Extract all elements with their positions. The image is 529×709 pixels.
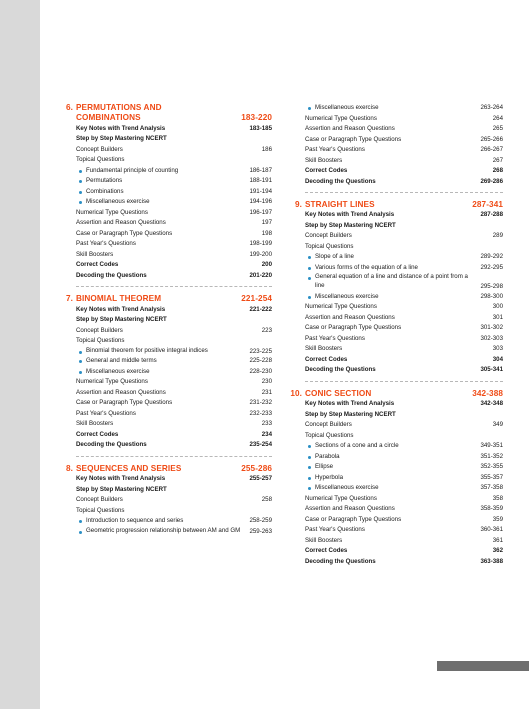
chapter-page-range: 255-286 [241, 463, 272, 473]
entry-page: 357-358 [480, 484, 503, 491]
entry-page: 186-187 [249, 166, 272, 174]
chapter-heading [294, 200, 503, 210]
entry-label: Ellipse [305, 462, 476, 473]
toc-entry [305, 302, 503, 313]
toc-subtopic-entry [305, 452, 503, 463]
chapter-title-line [305, 200, 503, 210]
entry-page: 223-225 [249, 347, 272, 355]
chapter-title-line [305, 389, 503, 399]
toc-entry [305, 546, 503, 557]
entry-label: Parabola [305, 452, 476, 463]
toc-entry [305, 242, 503, 253]
toc-subtopic-entry [76, 176, 272, 187]
toc-subtopic-entry [76, 187, 272, 198]
entry-label: Fundamental principle of counting [76, 166, 245, 177]
toc-entry [76, 239, 272, 250]
entry-page: 358 [492, 494, 503, 502]
entry-page: 231 [261, 388, 272, 396]
entry-label: Combinations [76, 187, 245, 198]
entry-page: 221-222 [249, 305, 272, 313]
toc-subtopic-entry [76, 197, 272, 208]
toc-entry [305, 124, 503, 135]
toc-subtopic-entry [305, 462, 503, 473]
entry-label: Numerical Type Questions [305, 114, 377, 122]
entry-label: Past Year's Questions [76, 240, 136, 248]
toc-entry [305, 410, 503, 421]
toc-subtopic-entry [76, 166, 272, 177]
chapter-block [305, 103, 503, 187]
toc-entry [76, 419, 272, 430]
entry-label: Key Notes with Trend Analysis [76, 475, 166, 483]
entry-label: Miscellaneous exercise [76, 367, 245, 378]
toc-entry [305, 145, 503, 156]
entry-page: 258 [261, 496, 272, 504]
entry-page: 300 [492, 303, 503, 311]
toc-subtopic-entry [305, 441, 503, 452]
toc-entry [305, 231, 503, 242]
toc-entry [76, 218, 272, 229]
toc-entry [76, 229, 272, 240]
entry-label: Topical Questions [76, 506, 125, 514]
entry-label: Step by Step Mastering NCERT [76, 135, 167, 143]
toc-entry [305, 210, 503, 221]
entry-page: 264 [492, 114, 503, 122]
toc-subtopic-entry [76, 356, 272, 367]
toc-subtopic-entry [305, 483, 503, 494]
toc-subtopic-entry [76, 367, 272, 378]
entry-label: Concept Builders [305, 421, 352, 428]
entry-page: 265-266 [480, 135, 503, 143]
toc-entry [76, 409, 272, 420]
entry-label: Key Notes with Trend Analysis [76, 124, 166, 132]
chapter-title: CONIC SECTION [305, 388, 372, 398]
entry-page: 287-288 [480, 211, 503, 219]
entry-page: 194-196 [249, 198, 272, 206]
chapter-title: SEQUENCES AND SERIES [76, 463, 182, 473]
entry-page: 360-361 [480, 526, 503, 533]
toc-entry [305, 344, 503, 355]
entry-label: Step by Step Mastering NCERT [76, 316, 167, 324]
entry-label: Numerical Type Questions [305, 494, 377, 502]
toc-entry [76, 271, 272, 282]
toc-entry [305, 431, 503, 442]
entry-label: General and middle terms [76, 356, 245, 367]
toc-entry [305, 536, 503, 547]
toc-subtopic-entry [305, 252, 503, 263]
chapter-title: PERMUTATIONS AND [76, 103, 162, 112]
chapter-divider [76, 456, 272, 457]
chapter-heading [65, 463, 272, 474]
entry-page: 361 [492, 536, 503, 544]
entry-label: Assertion and Reason Questions [305, 505, 395, 512]
entry-label: Past Year's Questions [305, 526, 365, 533]
entry-label: Past Year's Questions [76, 409, 136, 417]
toc-entry [76, 377, 272, 388]
toc-entry [305, 334, 503, 345]
entry-label: Topical Questions [76, 337, 125, 345]
entry-label: Topical Questions [305, 242, 354, 250]
toc-entry [305, 323, 503, 334]
entry-page: 342-348 [480, 400, 503, 407]
toc-entry [76, 326, 272, 337]
entry-label: Numerical Type Questions [76, 208, 148, 216]
entry-page: 196-197 [249, 208, 272, 216]
entry-label: Decoding the Questions [305, 366, 376, 374]
entry-label: Geometric progression relationship between AM and GM [76, 527, 245, 537]
entry-page: 355-357 [480, 473, 503, 481]
entry-page: 230 [261, 378, 272, 386]
chapter-heading [65, 103, 272, 124]
entry-label: Correct Codes [305, 167, 348, 174]
entry-page: 301-302 [480, 324, 503, 332]
entry-page: 225-228 [249, 357, 272, 365]
entry-label: Concept Builders [76, 496, 123, 504]
entry-label: Decoding the Questions [305, 557, 376, 565]
chapter-number: 9. [294, 200, 302, 209]
entry-label: Assertion and Reason Questions [305, 313, 395, 321]
entry-page: 352-355 [480, 463, 503, 470]
chapter-block [294, 200, 503, 376]
chapter-page-range: 287-341 [472, 200, 503, 209]
entry-page: 198-199 [249, 240, 272, 248]
page-spine-band [0, 0, 40, 709]
entry-page: 289 [492, 232, 503, 240]
chapter-block [290, 388, 503, 567]
entry-page: 186 [261, 145, 272, 153]
entry-label: Slope of a line [305, 252, 476, 263]
toc-entry [76, 440, 272, 451]
entry-page: 358-359 [480, 505, 503, 512]
entry-page: 228-230 [249, 367, 272, 375]
toc-entry [305, 515, 503, 526]
chapter-divider [76, 286, 272, 287]
entry-label: Correct Codes [305, 355, 348, 363]
entry-page: 292-295 [480, 263, 503, 271]
toc-entry [76, 305, 272, 316]
toc-entry [76, 145, 272, 156]
entry-label: Assertion and Reason Questions [305, 125, 395, 132]
entry-label: Permutations [76, 176, 245, 187]
chapter-block [65, 294, 272, 451]
chapter-block [65, 463, 272, 537]
toc-entry [76, 124, 272, 135]
toc-entry [305, 420, 503, 431]
entry-label: Assertion and Reason Questions [76, 388, 166, 396]
toc-entry [76, 430, 272, 441]
toc-entry [305, 365, 503, 376]
toc-entry [76, 506, 272, 517]
entry-label: Case or Paragraph Type Questions [305, 515, 402, 523]
entry-label: Binomial theorem for positive integral indices [76, 347, 245, 357]
entry-page: 359 [492, 515, 503, 523]
toc-entry [76, 134, 272, 145]
entry-page: 302-303 [480, 334, 503, 342]
entry-label: Past Year's Questions [305, 334, 365, 342]
entry-label: Step by Step Mastering NCERT [305, 221, 396, 229]
entry-page: 305-341 [480, 366, 503, 374]
entry-label: Key Notes with Trend Analysis [76, 305, 166, 313]
footer-bar [437, 661, 529, 671]
entry-page: 200 [261, 261, 272, 269]
chapter-number: 8. [65, 463, 73, 473]
entry-page: 255-257 [249, 475, 272, 483]
entry-page: 265 [492, 125, 503, 132]
entry-page: 259-263 [249, 527, 272, 535]
toc-entry [76, 315, 272, 326]
chapter-divider [305, 192, 503, 193]
entry-label: General equation of a line and distance of a point from a line [305, 273, 476, 291]
entry-page: 234 [261, 430, 272, 438]
chapter-title-line [76, 103, 272, 113]
entry-label: Concept Builders [76, 145, 123, 153]
entry-page: 198 [261, 229, 272, 237]
entry-page: 201-220 [249, 271, 272, 279]
chapter-page-range: 342-388 [472, 388, 503, 398]
entry-label: Step by Step Mastering NCERT [305, 410, 396, 418]
toc-entry [305, 177, 503, 188]
toc-subtopic-entry [305, 273, 503, 291]
entry-label: Skill Boosters [305, 536, 343, 544]
entry-page: 188-191 [249, 177, 272, 185]
entry-page: 363-388 [480, 557, 503, 565]
toc-entry [76, 485, 272, 496]
entry-page: 233 [261, 420, 272, 428]
toc-subtopic-entry [305, 103, 503, 114]
chapter-title: COMBINATIONS [76, 113, 141, 123]
toc-entry [305, 166, 503, 177]
entry-label: Key Notes with Trend Analysis [305, 400, 395, 407]
toc-entry [76, 474, 272, 485]
toc-entry [305, 355, 503, 366]
toc-entry [76, 250, 272, 261]
entry-label: Case or Paragraph Type Questions [76, 229, 173, 237]
entry-label: Concept Builders [76, 326, 123, 334]
toc-entry [305, 156, 503, 167]
entry-page: 298-300 [480, 292, 503, 300]
chapter-divider [305, 381, 503, 382]
entry-label: Introduction to sequence and series [76, 516, 245, 527]
chapter-title: BINOMIAL THEOREM [76, 294, 162, 304]
toc-entry [305, 557, 503, 568]
chapter-page-range: 183-220 [241, 113, 272, 123]
entry-page: 303 [492, 345, 503, 353]
entry-label: Topical Questions [76, 156, 125, 164]
toc-right-column [290, 103, 503, 567]
toc-subtopic-entry [305, 263, 503, 274]
entry-page: 269-286 [480, 177, 503, 185]
chapter-number: 10. [290, 388, 302, 398]
entry-page: 268 [492, 167, 503, 174]
toc-entry [76, 336, 272, 347]
entry-label: Miscellaneous exercise [305, 483, 476, 494]
chapter-number: 7. [65, 294, 73, 304]
entry-label: Correct Codes [76, 430, 119, 438]
entry-page: 223 [261, 326, 272, 334]
chapter-title-line [76, 464, 272, 474]
entry-page: 266-267 [480, 146, 503, 153]
entry-label: Case or Paragraph Type Questions [305, 135, 402, 143]
entry-page: 235-254 [249, 441, 272, 449]
entry-label: Decoding the Questions [305, 177, 376, 185]
toc-entry [76, 260, 272, 271]
entry-label: Numerical Type Questions [76, 378, 148, 386]
toc-entry [305, 525, 503, 536]
toc-subtopic-entry [76, 516, 272, 527]
entry-page: 263-264 [480, 104, 503, 111]
entry-label: Decoding the Questions [76, 271, 147, 279]
entry-page: 289-292 [480, 253, 503, 261]
toc-entry [305, 221, 503, 232]
toc-subtopic-entry [76, 347, 272, 357]
chapter-title-line [76, 113, 272, 123]
entry-page: 258-259 [249, 517, 272, 525]
entry-page: 351-352 [480, 452, 503, 460]
toc-subtopic-entry [305, 292, 503, 303]
toc-entry [76, 495, 272, 506]
toc-entry [305, 114, 503, 125]
entry-label: Miscellaneous exercise [76, 197, 245, 208]
entry-label: Correct Codes [76, 261, 119, 269]
entry-page: 231-232 [249, 399, 272, 407]
entry-label: Skill Boosters [305, 345, 343, 353]
entry-label: Skill Boosters [76, 250, 114, 258]
entry-label: Correct Codes [305, 547, 348, 554]
toc-entry [305, 504, 503, 515]
chapter-number: 6. [65, 103, 73, 112]
toc-entry [305, 494, 503, 505]
chapter-block [65, 103, 272, 281]
entry-page: 301 [492, 313, 503, 321]
entry-label: Past Year's Questions [305, 146, 365, 153]
toc-left-column [65, 103, 272, 536]
entry-label: Numerical Type Questions [305, 303, 377, 311]
entry-label: Miscellaneous exercise [305, 103, 476, 114]
entry-page: 197 [261, 219, 272, 227]
chapter-title: STRAIGHT LINES [305, 200, 375, 209]
entry-label: Case or Paragraph Type Questions [305, 324, 402, 332]
entry-label: Skill Boosters [76, 420, 114, 428]
entry-label: Concept Builders [305, 232, 352, 240]
entry-label: Miscellaneous exercise [305, 292, 476, 303]
entry-label: Skill Boosters [305, 156, 343, 164]
toc-entry [76, 155, 272, 166]
toc-entry [305, 135, 503, 146]
entry-label: Various forms of the equation of a line [305, 263, 476, 274]
entry-page: 349 [492, 421, 503, 428]
entry-label: Topical Questions [305, 431, 354, 439]
chapter-page-range: 221-254 [241, 294, 272, 304]
entry-page: 199-200 [249, 250, 272, 258]
chapter-title-line [76, 294, 272, 304]
entry-page: 304 [492, 355, 503, 363]
chapter-heading [65, 294, 272, 304]
entry-label: Assertion and Reason Questions [76, 219, 166, 227]
entry-page: 267 [492, 156, 503, 164]
entry-page: 183-185 [249, 124, 272, 132]
toc-entry [76, 398, 272, 409]
toc-subtopic-entry [76, 527, 272, 537]
entry-page: 191-194 [249, 187, 272, 195]
entry-label: Step by Step Mastering NCERT [76, 485, 167, 493]
entry-label: Sections of a cone and a circle [305, 441, 476, 452]
entry-page: 349-351 [480, 442, 503, 449]
toc-entry [76, 388, 272, 399]
toc-entry [76, 208, 272, 219]
toc-subtopic-entry [305, 473, 503, 484]
entry-page: 232-233 [249, 409, 272, 417]
chapter-heading [290, 388, 503, 399]
entry-label: Decoding the Questions [76, 441, 147, 449]
toc-entry [305, 313, 503, 324]
entry-page: 295-298 [480, 283, 503, 290]
entry-page: 362 [492, 547, 503, 554]
entry-label: Case or Paragraph Type Questions [76, 399, 173, 407]
entry-label: Key Notes with Trend Analysis [305, 211, 395, 219]
toc-entry [305, 399, 503, 410]
entry-label: Hyperbola [305, 473, 476, 484]
